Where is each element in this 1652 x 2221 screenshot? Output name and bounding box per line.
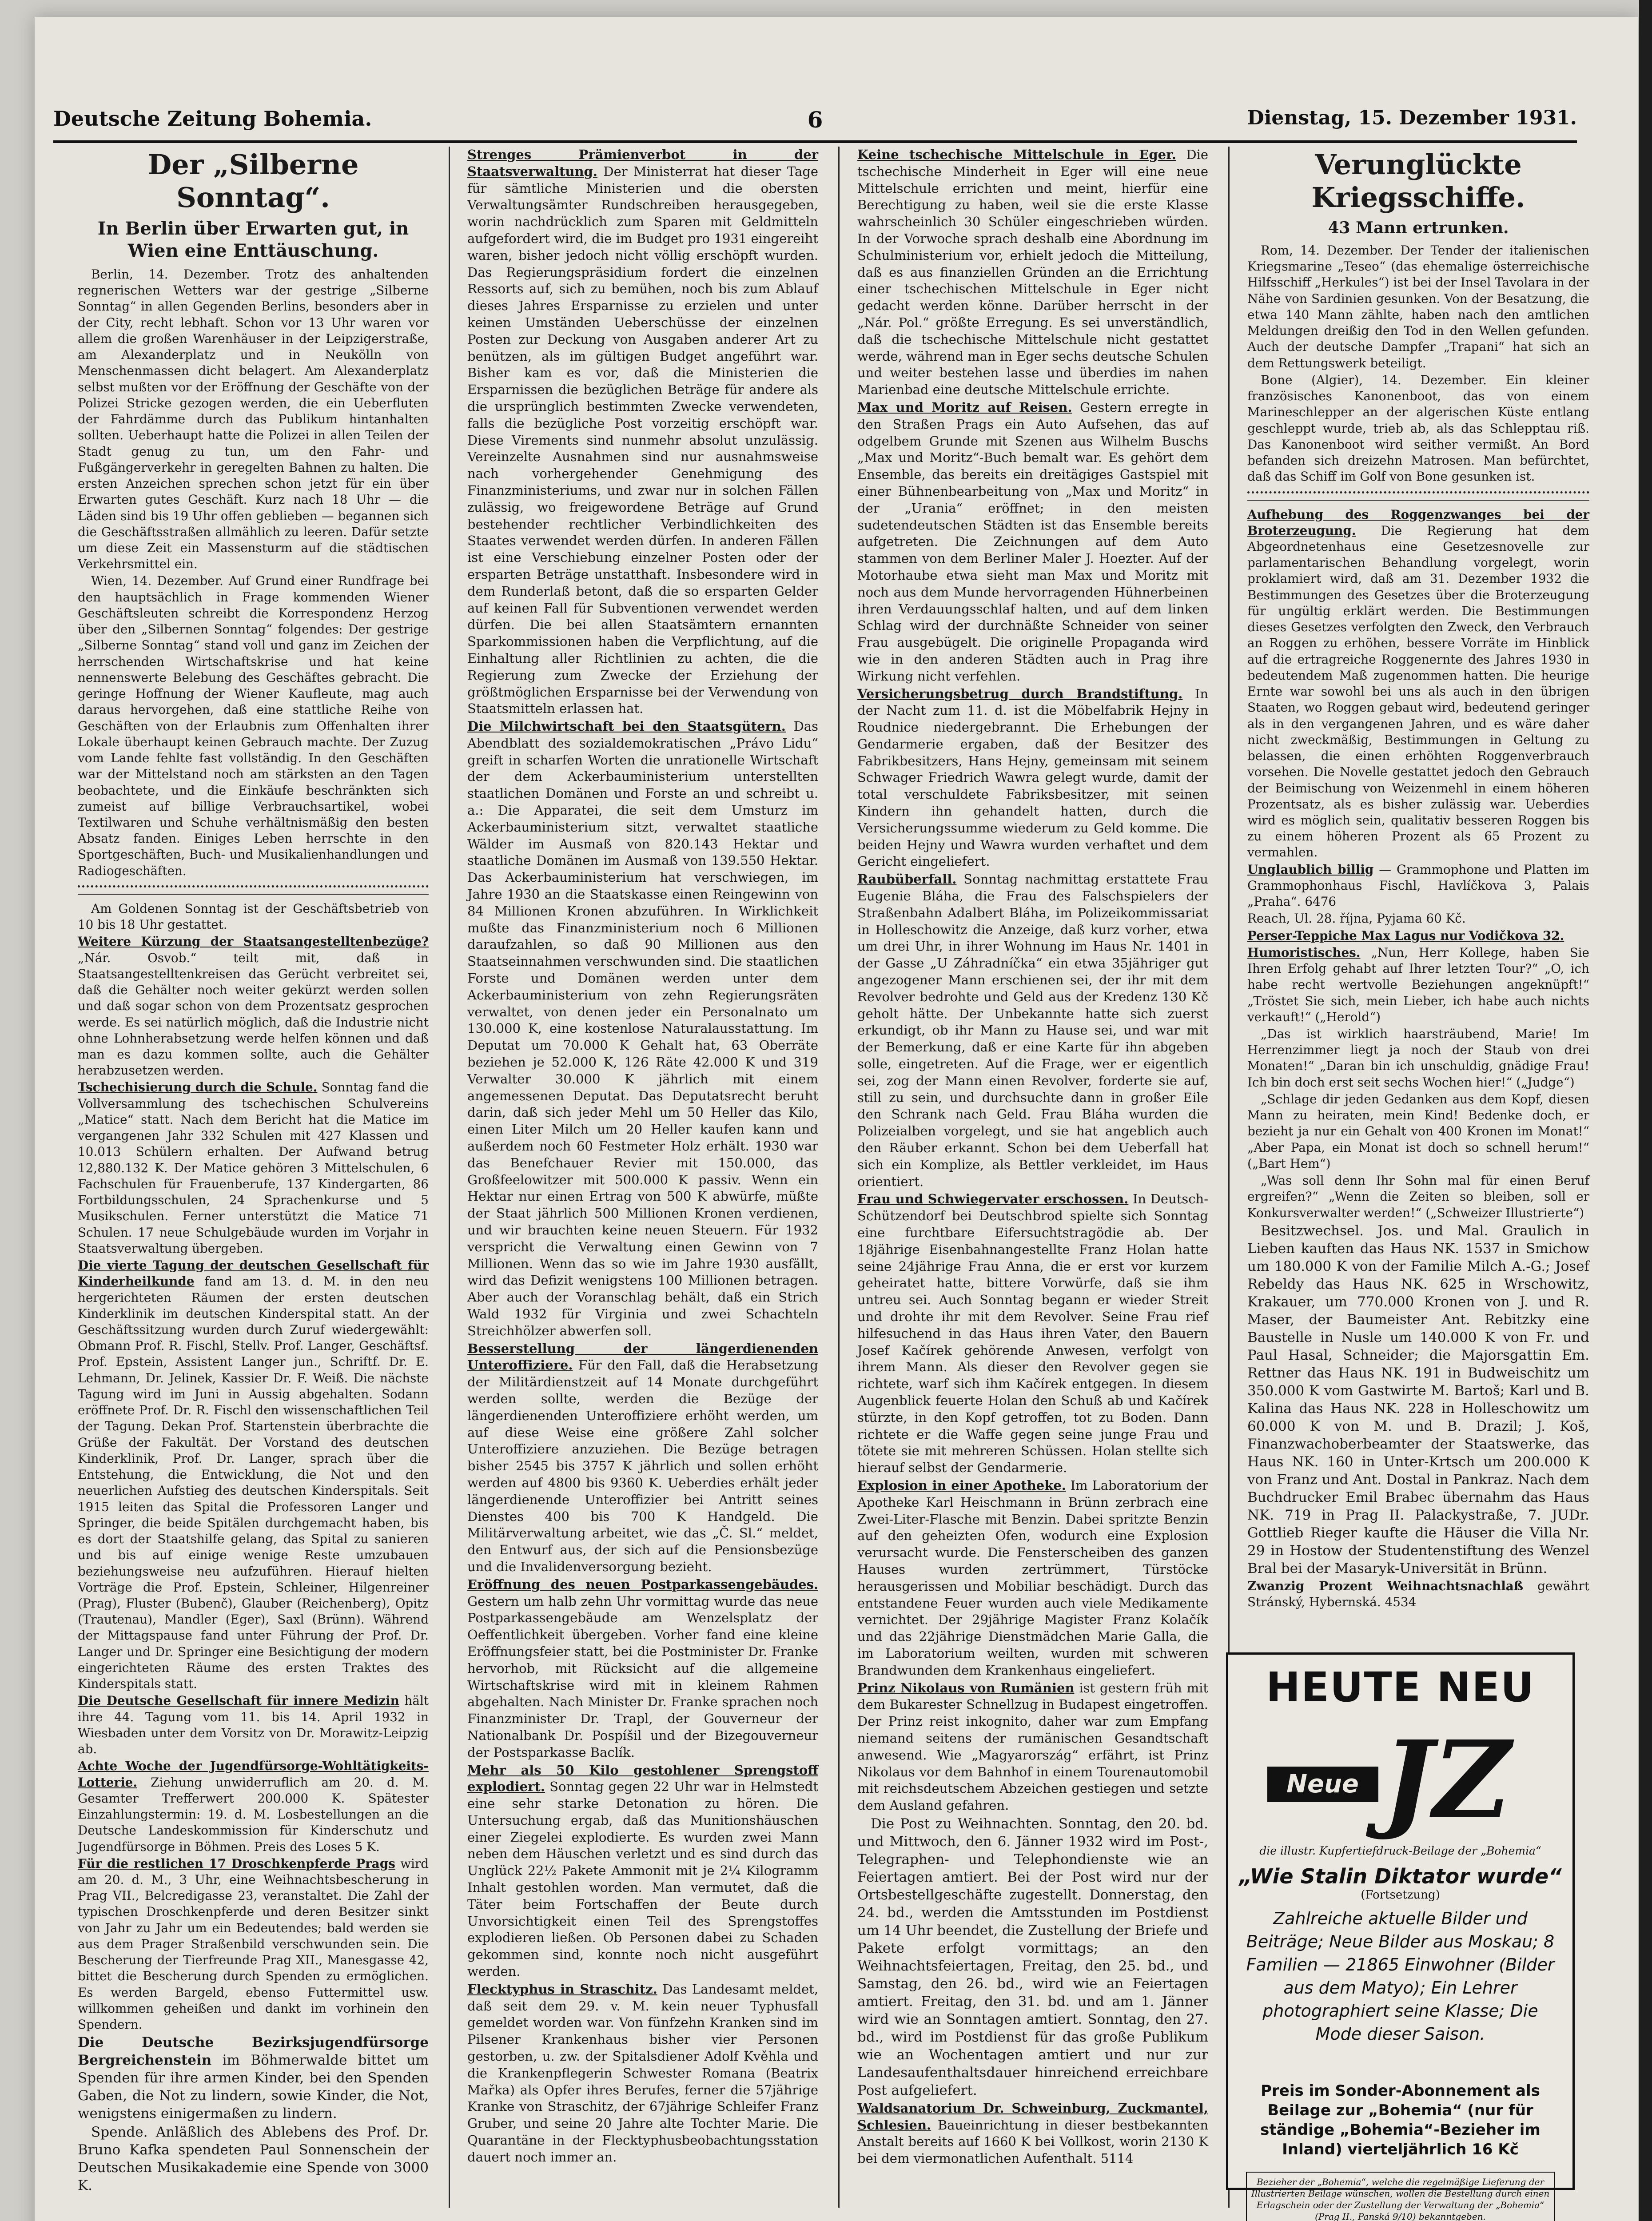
news-item — [857, 871, 1208, 1190]
news-item: Besitzwechsel. Jos. und Mal. Graulich in Lieben kauften das Haus NK. 1537 in Smichow um 180.000 K von der Familie Milch A.-G.; Josef Rebeldy das Haus NK. 625 in Wrschowitz, Krakauer, um 770.000 Kronen von J. und R. Maser, der Baumeister Ant. Rebitzky eine Baustelle in Nusle um 140.000 K von Fr. und Paul Hasal, Schneider; die Majorsgattin Em. Rettner das Haus NK. 191 in Budweischitz um 350.000 K vom Gastwirte M. Bartoš; Karl und B. Kalina das Haus NK. 228 in Holleschowitz um 60.000 K von M. und B. Drazil; J. Koš, Finanzwachoberbeamter der Staatswerke, das Haus NK. 160 in Unter-Krtsch um 200.000 K von Franz und Ant. Dostal in Pankraz. Nach dem Buchdrucker Emil Brabec übernahm das Haus NK. 719 in Prag II. Palackystraße, 7. JUDr. Gottlieb Rieger kaufte die Häuser die Villa Nr. 29 in Hostow der Studentenstiftung des Wenzel Bral bei der Masaryk-Universität in Brünn. — [1247, 1222, 1589, 1576]
ad-headline: Perser-Teppiche Max Lagus nur Vodičkova 32. — [1247, 928, 1564, 943]
news-item-headline: Weitere Kürzung der Staatsangestelltenbezüge? — [78, 934, 429, 949]
news-item-headline: Mehr als 50 Kilo gestohlener Sprengstoff explodiert. — [467, 1762, 818, 1795]
news-item-headline: Die vierte Tagung der deutschen Gesellschaft für Kinderheilkunde — [78, 1258, 429, 1289]
news-item-headline: Max und Moritz auf Reisen. — [857, 399, 1072, 415]
news-item-headline: Strenges Prämienverbot in der Staatsverwaltung. — [467, 147, 818, 179]
news-item-text: Sonntag gegen 22 Uhr war in Helmstedt eine sehr starke Detonation zu hören. Die Untersuchung ergab, daß das Munitionshäuschen einer Ziegelei explodierte. Es wurden zwei Mann neben dem Häuschen verletzt und es sind durch das Unglück 22½ Pakete Ammonit mit je 2¼ Kilogramm Inhalt gestohlen worden. Man vermutet, daß die Täter beim Fortschaffen der Beute durch Unvorsichtigkeit einen Teil des Sprengstoffes explodieren ließen. Ob Personen dabei zu Schaden gekommen sind, konnte noch nicht ausgeführt werden. — [467, 1779, 819, 1979]
news-item — [78, 1758, 429, 1855]
section-divider — [1247, 491, 1589, 501]
news-item-text: Für den Fall, daß die Herabsetzung der Militärdienstzeit auf 14 Monate durchgeführt werden sollte, werden die Bezüge der längerdienenden Unteroffiziere erhöht werden, um auf diese Weise eine größere Zahl solcher Unteroffiziere anzuziehen. Die Bezüge betragen bisher 2545 bis 3757 K jährlich und sollen erhöht werden auf 4800 bis 9360 K. Ueberdies erhält jeder längerdienende Unteroffizier bei Antritt seines Dienstes 400 bis 700 K Handgeld. Die Militärverwaltung arbeitet, wie das „Č. Sl.“ meldet, den Entwurf aus, der sich auf die Pensionsbezüge und die Invalidenversorgung bezieht. — [467, 1357, 818, 1574]
news-item-headline: Aufhebung des Roggenzwanges bei der Broterzeugung. — [1247, 507, 1589, 538]
news-item-text: fand am 13. d. M. in den neu hergerichteten Räumen der ersten deutschen Kinderklinik im deutschen Kinderspital statt. An der Geschäftssitzung wurden durch Zuruf wiedergewählt: Obmann Prof. R. Fischl, Stellv. Prof. Langer, Geschäftsf. Prof. Epstein, Assistent Langer jun., Schriftf. Dr. E. Lehmann, Dr. Jelinek, Kassier Dr. F. Weiß. Die nächste Tagung wird im Juni in Aussig abgehalten. Sodann eröffnete Prof. Dr. R. Fischl den wissenschaftlichen Teil der Tagung. Dekan Prof. Startenstein überbrachte die Grüße der Fakultät. Der Vorstand des deutschen Kinderklinik, Prof. Dr. Langer, sprach über die Entstehung, die Entwicklung, die Not und den neuerlichen Aufstieg des deutschen Kinderspitals. Seit 1915 leiten das Spital die Professoren Langer und Springer, die beide Spitälen durchgemacht haben, bis es dort der Staatshilfe gelang, das Spital zu sanieren und bis auf einige wenige Reste umzubauen beziehungsweise neu aufzuführen. Hierauf hielten Vorträge die Prof. Epstein, Schleiner, Hilgenreiner (Prag), Fluster (Bubenč), Glauber (Reichenberg), Opitz (Trautenau), Mandler (Eger), Saxl (Brünn). Während der Mittagspause fand unter Führung der Prof. Dr. Langer und Dr. Springer eine Besichtigung der modern eingerichteten Räume des ersten Traktes des Kinderspitals statt. — [78, 1274, 429, 1692]
ad-price: Preis im Sonder-Abonnement als Beilage zur „Bohemia“ (nur für ständige „Bohemia“-Bezieher im Inland) vierteljährlich 16 Kč — [1260, 2082, 1541, 2158]
news-item-headline: Prinz Nikolaus von Rumänien — [857, 1680, 1075, 1696]
article-paragraph: Rom, 14. Dezember. Der Tender der italienischen Kriegsmarine „Teseo“ (das ehemalige österreichische Hilfsschiff „Herkules“) ist bei der Insel Tavolara in der Nähe von Sardinien gesunken. Von der Besatzung, die etwa 140 Mann zählte, haben nach den amtlichen Meldungen dreißig den Tod in den Wellen gefunden. Auch der deutsche Dampfer „Trapani“ hat sich an dem Rettungswerk beteiligt. — [1247, 243, 1589, 370]
classified-ad: Reach, Ul. 28. října, Pyjama 60 Kč. — [1247, 911, 1466, 926]
news-item-headline: Tschechisierung durch die Schule. — [78, 1080, 318, 1095]
news-item-headline: Keine tschechische Mittelschule in Eger. — [857, 147, 1176, 162]
article-headline: Der „Silberne Sonntag“. — [147, 148, 359, 214]
article-subhead: 43 Mann ertrunken. — [1328, 219, 1509, 237]
news-item-headline: Waldsanatorium Dr. Schweinburg, Zuckmantel, Schlesien. — [857, 2100, 1208, 2133]
column-divider — [449, 147, 450, 2208]
news-item-headline: Für die restlichen 17 Droschkenpferde Prags — [78, 1856, 395, 1871]
section-divider — [78, 885, 429, 895]
article-paragraph: Berlin, 14. Dezember. Trotz des anhaltenden regnerischen Wetters war der gestrige „Silberne Sonntag“ in allen Gegenden Berlins, besonders aber in der City, recht lebhaft. Schon vor 13 Uhr waren vor allem die großen Warenhäuser in der Leipzigerstraße, am Alexanderplatz und in Neukölln von Menschenmassen dicht belagert. Am Alexanderplatz selbst mußten vor der Eröffnung der Geschäfte von der Polizei Stricke gezogen werden, die ein Ueberfluten der Fahrdämme durch das Publikum hintanhalten sollten. Ueberhaupt hatte die Polizei in allen Teilen der Stadt genug zu tun, um den Fahr- und Fußgängerverkehr in geregelten Bahnen zu halten. Die ersten Anzeichen sprechen schon jetzt für ein über Erwarten gutes Geschäft. Kurz nach 18 Uhr — die Läden sind bis 19 Uhr offen geblieben — begannen sich die Geschäftsstraßen allmählich zu leeren. Dafür setzte um diese Zeit ein Massensturm auf die städtischen Verkehrsmittel ein. — [78, 267, 429, 572]
news-item-text: In der Nacht zum 11. d. ist die Möbelfabrik Hejny in Roudnice niedergebrannt. Die Erhebungen der Gendarmerie ergaben, daß der Besitzer des Fabrikbesitzers, Hans Hejny, gemeinsam mit seinem Schwager Friedrich Wawra gelegt wurde, damit der total verschuldete Fabriksbesitzer, mit seinen Kindern ihn gehandelt hatten, durch die Versicherungssumme wiederum zu Geld komme. Die beiden Hejny und Wawra wurden verhaftet und dem Gericht eingeliefert. — [857, 686, 1209, 869]
issue-date: Dienstag, 15. Dezember 1931. — [1247, 107, 1577, 129]
article-headline: Verunglückte Kriegsschiffe. — [1311, 148, 1525, 214]
news-item — [467, 1576, 818, 1761]
news-item — [857, 399, 1208, 685]
news-item-headline: Achte Woche der Jugendfürsorge-Wohltätigkeits-Lotterie. — [78, 1759, 429, 1790]
news-item-headline: Explosion in einer Apotheke. — [857, 1477, 1066, 1493]
news-item-text: hält ihre 44. Tagung vom 11. bis 14. April 1932 in Wiesbaden unter dem Vorsitz von Dr. Morawitz-Leipzig ab. — [78, 1693, 429, 1757]
news-item — [78, 2034, 429, 2122]
news-item — [1247, 507, 1589, 861]
page-binding-edge — [1639, 0, 1652, 2221]
news-item-text: im Böhmerwalde bittet um Spenden für ihre armen Kinder, bei den Spenden Gaben, die Not zu lindern, sowie Kinder, die Not, wenigstens einigermaßen zu lindern. — [78, 2052, 429, 2122]
news-item-headline: Frau und Schwiegervater erschossen. — [857, 1191, 1129, 1207]
news-item — [467, 147, 818, 717]
news-item — [78, 1258, 429, 1692]
column-divider — [838, 147, 840, 2208]
ad-headline: Zwanzig Prozent Weihnachtsnachlaß — [1247, 1578, 1523, 1593]
news-item — [857, 2100, 1208, 2167]
news-item-text: In Deutsch-Schützendorf bei Deutschbrod spielte sich Sonntag eine furchtbare Eifersuchtstragödie ab. Der 18jährige Eisenbahnangestellte Franz Holan hatte seine 24jährige Frau Anna, die er erst vor kurzem geheiratet hatte, bittere Vorwürfe, daß sie ihm untreu sei. Auch Sonntag begann er wieder Streit und drohte ihr mit dem Revolver. Seine Frau rief hilfesuchend in das Haus ihren Vater, den Bauern Josef Kačírek gehörende Anwesen, verfolgt von ihrem Mann. Als dieser den Revolver gegen sie richtete, warf sich ihm Kačírek entgegen. In diesem Augenblick feuerte Holan den Schuß ab und Kačírek stürzte, in den Kopf getroffen, tot zu Boden. Dann richtete er die Waffe gegen seine junge Frau und tötete sie mit mehreren Schüssen. Holan stellte sich hierauf selbst der Gendarmerie. — [857, 1191, 1208, 1476]
news-item-text: ist gestern früh mit dem Bukarester Schnellzug in Budapest eingetroffen. Der Prinz reist inkognito, daher war zum Empfang niemand seitens der rumänischen Gesandtschaft anwesend. Wie „Magyarország“ erfährt, ist Prinz Nikolaus vor dem Bahnhof in einem Tourenautomobil mit reichsdeutschem Abzeichen gestiegen und setzte dem Ausland gefahren. — [857, 1680, 1208, 1813]
news-item — [857, 1191, 1208, 1477]
column-3 — [857, 147, 1208, 2168]
page-number: 6 — [807, 107, 823, 133]
ad-code: 4534 — [1385, 1595, 1417, 1610]
news-item — [467, 1341, 818, 1576]
news-item: Spende. Anläßlich des Ablebens des Prof. Dr. Bruno Kafka spendeten Paul Sonnenschein der Deutschen Musikakademie eine Spende von 3000 K. — [78, 2124, 429, 2194]
article-subhead: In Berlin über Erwarten gut, in Wien eine Enttäuschung. — [97, 218, 409, 261]
news-item-text: Der Ministerrat hat dieser Tage für sämtliche Ministerien und die obersten Verwaltungsämter Rundschreiben herausgegeben, worin nachdrücklich zum Sparen mit Geldmitteln aufgefordert wird, die im Budget pro 1931 eingereiht waren, bisher jedoch nicht völlig erschöpft wurden. Das Regierungspräsidium fordert die einzelnen Ressorts auf, sich zu bemühen, noch bis zum Ablauf dieses Jahres Ersparnisse zu erzielen und unter keinen Umständen Ueberschüsse der einzelnen Posten zur Deckung von Ausgaben anderer Art zu benützen, als im gültigen Budget angeführt war. Bisher kam es vor, daß die Ministerien die Ersparnissen die bezüglichen Beträge für andere als die ursprünglich bestimmten Zwecke verwendeten, falls die bezügliche Post vorzeitig erschöpft war. Diese Virements sind nunmehr absolut unzulässig. Vereinzelte Ausnahmen sind nur ausnahmsweise nach vorhergehender Genehmigung des Finanzministeriums, und zwar nur in solchen Fällen zulässig, wo freigewordene Beträge auf Grund bestehender rechtlicher Verbindlichkeiten des Staates verwendet werden dürfen. In anderen Fällen ist eine Verschiebung einzelner Posten oder der ersparten Beträge unstatthaft. Insbesondere wird in dem Runderlaß betont, daß die so ersparten Gelder auf keinen Fall für Subventionen verwendet werden dürfen. Die bei allen Staatsämtern ernannten Sparkommissionen haben die Verpflichtung, auf die Einhaltung aller Richtlinien zu achten, die die Regierung zum Zwecke der Erziehung der größtmöglichen Ersparnisse bei der Verwendung von Staatsmitteln erlassen hat. — [467, 163, 818, 716]
article-paragraph: Wien, 14. Dezember. Auf Grund einer Rundfrage bei den hauptsächlich in Frage kommenden Wiener Geschäftsleuten schreibt die Korrespondenz Herzog über den „Silbernen Sonntag“ folgendes: Der gestrige „Silberne Sonntag“ stand voll und ganz im Zeichen der herrschenden Wirtschaftskrise und hat keine nennenswerte Belebung des Geschäftes gebracht. Die geringe Hoffnung der Wiener Kaufleute, mag auch daraus hervorgehen, daß eine stattliche Reihe von Geschäften von der Erlaubnis zum Offenhalten ihrer Lokale überhaupt keinen Gebrauch machte. Der Zuzug vom Lande fehlte fast vollständig. In den Geschäften war der Mittelstand noch am stärksten an den Tagen beobachtete, und die Einkäufe beschränkten sich zumeist auf billige Verbrauchsartikel, wobei Textilwaren und Schuhe verhältnismäßig den besten Absatz fanden. Einiges Leben herrschte in den Sportgeschäften, Buch- und Musikalienhandlungen und Radiogeschäften. — [78, 573, 429, 878]
news-item-text: Das Landesamt meldet, daß seit dem 29. v. M. kein neuer Typhusfall gemeldet worden war. Von fünfzehn Kranken sind im Pilsener Krankenhaus bisher vier Personen gestorben, u. zw. der Spitalsdiener Adolf Kvěhla und die Krankenpflegerin Schwester Romana (Beatrix Mařka) als Opfer ihres Berufes, ferner die 57jährige Kranke von Straschitz, der 67jährige Schleifer Franz Gruber, und seine 20 Jahre alte Tochter Marie. Die Quarantäne in der Flecktyphusbeobachtungsstation dauert noch immer an. — [467, 1981, 819, 2165]
ad-continuation: (Fortsetzung) — [1361, 1888, 1440, 1902]
ad-top-line: HEUTE NEU — [1266, 1664, 1535, 1711]
ad-contents: Zahlreiche aktuelle Bilder und Beiträge; Neue Bilder aus Moskau; 8 Familien — 21865 Einwohner (Bilder aus dem Matyo); Ein Lehrer photographiert seine Klasse; Die Mode dieser Saison. — [1246, 1909, 1555, 2044]
page-header — [53, 107, 1577, 138]
news-item-headline: Die Deutsche Gesellschaft für innere Medizin — [78, 1693, 399, 1708]
humor-item: „Was soll denn Ihr Sohn mal für einen Beruf ergreifen?“ „Wenn die Zeiten so bleiben, soll er Konkursverwalter werden!“ („Schweizer Illustrierte“) — [1247, 1173, 1589, 1220]
news-item — [78, 1693, 429, 1757]
news-item-text: Die tschechische Minderheit in Eger will eine neue Mittelschule errichten und meint, hierfür eine Berechtigung zu haben, weil sie die erste Klasse wahrscheinlich 30 Schüler eingeschrieben würden. In der Vorwoche sprach deshalb eine Abordnung im Schulministerium vor, erhielt jedoch die Mitteilung, daß es aus finanziellen Gründen an die Errichtung einer tschechischen Mittelschule in Eger nicht gedacht werden könne. Darüber herrscht in der „Nár. Pol.“ größte Erregung. Es sei unverständlich, daß die tschechische Mittelschule nicht gestattet werde, während man in Eger sechs deutsche Schulen und weiter bestehen lasse und überdies im nahen Marienbad eine deutsche Mittelschule errichte. — [857, 147, 1209, 398]
classified-ad — [1247, 928, 1589, 944]
news-item-text: wird am 20. d. M., 3 Uhr, eine Weihnachtsbescherung in Prag VII., Belcredigasse 23, veranstaltet. Die Zahl der typischen Droschkenpferde und deren Besitzer sinkt von Jahr zu Jahr um ein Bedeutendes; bald werden sie aus dem Prager Straßenbild verschwunden sein. Die Bescherung der Tierfreunde Prag XII., Manesgasse 42, bittet die Bescherung durch Spenden zu ermöglichen. Es werden Bargeld, ebenso Futtermittel usw. willkommen geheißen und dankt im vorhinein den Spendern. — [78, 1856, 429, 2032]
news-item-headline: Die Milchwirtschaft bei den Staatsgütern. — [467, 719, 786, 734]
column-4 — [1247, 147, 1589, 1611]
ad-text: gewährt Stránský, Hybernská. — [1247, 1578, 1589, 1610]
news-item — [78, 1079, 429, 1257]
column-1 — [78, 147, 429, 2195]
header-rule — [53, 140, 1577, 143]
news-item-headline: Eröffnung des neuen Postparkassengebäudes. — [467, 1576, 818, 1592]
classified-ad — [1247, 1578, 1589, 1610]
news-item — [467, 1981, 818, 2166]
news-item — [857, 147, 1208, 398]
ad-feature-title: „Wie Stalin Diktator wurde“ — [1239, 1864, 1562, 1888]
news-item-headline: Besserstellung der längerdienenden Unteroffiziere. — [467, 1341, 818, 1373]
advertisement-box — [1226, 1652, 1575, 2221]
news-item-text: Gestern um halb zehn Uhr vormittag wurde das neue Postparkassengebäude am Wenzelsplatz der Oeffentlichkeit übergeben. Vorher fand eine kleine Eröffnungsfeier statt, bei die Postminister Dr. Franke hervorhob, mit Rücksicht auf die allgemeine Wirtschaftskrise wird mit in kleinem Rahmen abgehalten. Nach Minister Dr. Franke sprachen noch Finanzminister Dr. Trapl, der Gouverneur der Nationalbank Dr. Pospíšil und der Bizegouverneur der Postsparkasse Baclík. — [467, 1593, 818, 1760]
ad-code: 5114 — [1100, 2151, 1134, 2166]
humor-headline: Humoristisches. — [1247, 945, 1361, 960]
news-item-text: Ziehung unwiderruflich am 20. d. M. Gesamter Trefferwert 200.000 K. Spätester Einzahlungstermin: 19. d. M. Losbestellungen an die Deutsche Landeskommission für Kinderschutz und Jugendfürsorge in Böhmen. Preis des Loses 5 K. — [78, 1775, 429, 1854]
news-item-text: Die Regierung hat dem Abgeordnetenhaus eine Gesetzesnovelle zur parlamentarischen Behandlung vorgelegt, worin proklamiert wird, daß am 31. Dezember 1932 die Bestimmungen des Gesetzes über die Broterzeugung für ungültig erklärt werden. Die Bestimmungen dieses Gesetzes verfolgten den Zweck, den Verbrauch an Roggen zu erhöhen, bessere Vorräte im Hinblick auf die ertragreiche Roggenernte des Jahres 1930 in bedeutendem Maß zugenommen hatten. Die heurige Ernte war sowohl bei uns als auch in den übrigen Staaten, wo Roggen gebaut wird, bedeutend geringer als in den vergangenen Jahren, und es wäre daher nicht zweckmäßig, Bestimmungen in Geltung zu belassen, die einen erhöhten Roggenverbrauch vorsehen. Die Novelle gestattet jedoch den Gebrauch der Beimischung von Weizenmehl in einem höheren Prozentsatz, als es bisher zulässig war. Ueberdies wird es möglich sein, qualitativ besseren Roggen bis zu einem höheren Prozent als 65 Prozent zu vermahlen. — [1247, 523, 1589, 860]
news-item — [467, 1762, 818, 1980]
newspaper-name: Deutsche Zeitung Bohemia. — [53, 107, 372, 131]
news-item-headline: Die Deutsche Bezirksjugendfürsorge Bergreichenstein — [78, 2034, 429, 2069]
news-item — [78, 934, 429, 1079]
news-item-text: Sonntag nachmittag erstattete Frau Eugenie Bláha, die Frau des Falschspielers der Straßenbahn Adalbert Bláha, im Polizeikommissariat in Holleschowitz die Anzeige, daß kurz vorher, etwa um drei Uhr, in ihrer Wohnung im Haus Nr. 1401 in der Gasse „U Záhradníčka“ ein etwa 35jähriger gut angezogener Mann erschienen sei, der ihr mit dem Revolver bedrohte und Geld aus der Kredenz 130 Kč geholt hätte. Der Unbekannte hatte sich zuerst erkundigt, ob ihr Mann zu Hause sei, und war mit der Bemerkung, daß er eine Karte für ihn abgeben solle, eingetreten. Auf die Frage, wer er eigentlich sei, zog der Mann einen Revolver, forderte sie auf, still zu sein, und durchsuchte dann in großer Eile den Schrank nach Geld. Frau Bláha wurden die Polizeialben vorgelegt, und sie hat angeblich auch den Räuber erkannt. Schon bei dem Ueberfall hat sich ein Komplize, als Bettler verkleidet, im Haus orientiert. — [857, 872, 1208, 1189]
article-paragraph: Am Goldenen Sonntag ist der Geschäftsbetrieb von 10 bis 18 Uhr gestattet. — [78, 901, 429, 932]
humor-text: „Nun, Herr Kollege, haben Sie Ihren Erfolg gehabt auf Ihrer letzten Tour?“ „O, ich habe recht wertvolle Beziehungen angeknüpft!“ „Tröstet Sie sich, mein Lieber, ich habe auch nichts verkauft!“ („Herold“) — [1247, 945, 1589, 1024]
ad-fineprint: Bezieher der „Bohemia“, welche die regelmäßige Lieferung der Illustrierten Beilage wünschen, wollen die Bestellung durch einen Erlagschein oder der Zustellung der Verwaltung der „Bohemia“ (Prag II., Panská 9/10) bekanntgeben. — [1246, 2172, 1555, 2221]
news-item-headline: Flecktyphus in Straschitz. — [467, 1981, 657, 1997]
humor-item: „Das ist wirklich haarsträubend, Marie! Im Herrenzimmer liegt ja noch der Staub von drei Monaten!“ „Daran bin ich unschuldig, gnädige Frau! Ich bin doch erst seit sechs Wochen hier!“ („Judge“) — [1247, 1027, 1589, 1090]
jz-logo — [1254, 1717, 1547, 1843]
humor-item: „Schlage dir jeden Gedanken aus dem Kopf, diesen Mann zu heiraten, mein Kind! Bedenke doch, er bezieht ja nur ein Gehalt von 400 Kronen im Monat!“ „Aber Papa, ein Monat ist doch so schnell herum!“ („Bart Hem“) — [1247, 1091, 1589, 1171]
news-item-text: Gestern erregte in den Straßen Prags ein Auto Aufsehen, das auf odgelbem Grunde mit Szenen aus Wilhelm Buschs „Max und Moritz“-Buch bemalt war. Es gehört dem Ensemble, das bereits ein dreitägiges Gastspiel mit einer Bühnenbearbeitung von „Max und Moritz“ in der „Urania“ eröffnet; in den meisten sudetendeutschen Städten ist das Ensemble bereits aufgetreten. Die Zeichnungen auf dem Auto stammen von dem Berliner Maler J. Hoezter. Auf der Motorhaube etwa sieht man Max und Moritz mit noch aus dem Munde hervorragenden Hühnerbeinen ihren Verdauungsschlaf halten, und auf dem linken Schlag wird der durchnäßte Schneider von seiner Frau ausgebügelt. Die originelle Propaganda wird wie in den anderen Städten auch in Prag ihre Wirkung nicht verfehlen. — [857, 399, 1209, 684]
news-item-text: Baueinrichtung in dieser bestbekannten Anstalt bereits auf 1660 K bei Vollkost, worin 2130 K bei dem viermonatlichen Aufenthalt. — [857, 2117, 1209, 2166]
news-item-text: Im Laboratorium der Apotheke Karl Heischmann in Brünn zerbrach eine Zwei-Liter-Flasche mit Benzin. Dabei spritzte Benzin auf den geheizten Ofen, wodurch eine Explosion verursacht wurde. Die Fensterscheiben des ganzen Hauses wurden zertrümmert, Türstöcke herausgerissen und Mobiliar beschädigt. Durch das entstandene Feuer wurden auch viele Medikamente vernichtet. Der 29jährige Magister Franz Kolačík und das 22jährige Dienstmädchen Marie Galla, die im Laboratorium weilten, wurden mit schweren Brandwunden dem Krankenhaus eingeliefert. — [857, 1477, 1208, 1678]
news-item-headline: Versicherungsbetrug durch Brandstiftung. — [857, 686, 1183, 701]
ad-subtitle: die illustr. Kupfertiefdruck-Beilage der „Bohemia“ — [1259, 1844, 1541, 1857]
column-2 — [467, 147, 818, 2167]
news-item — [78, 1856, 429, 2033]
news-item — [857, 686, 1208, 871]
news-item-text: „Nár. Osvob.“ teilt mit, daß in Staatsangestelltenkreisen das Gerücht verbreitet sei, daß die Gehälter noch weiter gekürzt werden sollen und daß sogar schon von dem Prozentsatz gesprochen werde. Es sei natürlich möglich, daß die Industrie nicht ohne Lohnherabsetzung werde helfen können und daß man es dazu kommen sollte, auch die Gehälter herabzusetzen werden. — [78, 950, 429, 1078]
ad-code: 6476 — [1305, 894, 1337, 909]
news-item: Die Post zu Weihnachten. Sonntag, den 20. bd. und Mittwoch, den 6. Jänner 1932 wird im Post-, Telegraphen- und Telephondienste wie an Feiertagen amtiert. Bei der Post wird nur der Ortsbestellgeschäfte zugestellt. Donnerstag, den 24. bd., werden die Amtsstunden im Postdienst um 14 Uhr beendet, die Zustellung der Briefe und Pakete erfolgt vormittags; an den Weihnachtsfeiertagen, Freitag, den 25. bd., und Samstag, den 26. bd., wird wie an Feiertagen amtiert. Freitag, den 31. bd. und am 1. Jänner wird wie an Sonntagen amtiert. Sonntag, den 27. bd., wird im Postdienst für das große Publikum wie an Wochentagen amtiert und nur zur Landesaufenthaltsdauer hinreichend erreichbare Post aufgeliefert. — [857, 1815, 1208, 2098]
news-item-text: Sonntag fand die Vollversammlung des tschechischen Schulvereins „Matice“ statt. Nach dem Bericht hat die Matice im vergangenen Jahr 332 Schulen mit 427 Klassen und 10.013 Schülern erhalten. Der Aufwand betrug 12,880.132 K. Der Matice gehören 3 Mittelschulen, 6 Fachschulen für Frauenberufe, 137 Kindergarten, 86 Fortbildungsschulen, 24 Sprachenkurse und 5 Musikschulen. Ferner unterstützt die Matice 71 Schulen. 17 neue Schulgebäude wurden im Vorjahr in Staatsverwaltung übergeben. — [78, 1080, 429, 1256]
logo-jz-letters: JZ — [1382, 1717, 1511, 1843]
news-item-headline: Raubüberfall. — [857, 872, 957, 887]
logo-neue-label: Neue — [1267, 1767, 1378, 1802]
news-item — [467, 718, 818, 1339]
humor-item — [1247, 945, 1589, 1025]
article-paragraph: Bone (Algier), 14. Dezember. Ein kleiner französisches Kanonenboot, das von einem Marineschlepper an der algerischen Küste entlang geschleppt wurde, trieb ab, als das Schlepptau riß. Das Kanonenboot wird seither vermißt. An Bord befanden sich dreizehn Matrosen. Man befürchtet, daß das Schiff im Golf von Bone gesunken ist. — [1247, 372, 1589, 484]
news-item — [857, 1477, 1208, 1679]
ad-text: — Grammophone und Platten im Grammophonhaus Fischl, Havlíčkova 3, Palais „Praha“. — [1247, 862, 1589, 909]
news-item-text: Das Abendblatt des sozialdemokratischen „Právo Lidu“ greift in scharfen Worten die unrationelle Wirtschaft der dem Ackerbauministerium unterstellten staatlichen Domänen und Forste an und schreibt u. a.: Die Apparatei, die seit dem Umsturz im Ackerbauministerium sitzt, verwaltet staatliche Wälder im Ausmaß von 820.143 Hektar und staatliche Domänen im Ausmaß von 139.550 Hektar. Das Ackerbauministerium hat verschwiegen, im Jahre 1930 an die Staatskasse einen Reingewinn von 84 Millionen Kronen abzuführen. In Wirklichkeit mußte das Finanzministerium noch 6 Millionen daraufzahlen, so daß 90 Millionen aus den Staatseinnahmen verschwunden sind. Die staatlichen Forste und Domänen werden unter dem Ackerbauministerium von zehn Regierungsräten verwaltet, von denen jeder ein Personalnato um 130.000 K, eine kostenlose Naturalausstattung. Im Deputat um 70.000 K Gehalt hat, 63 Oberräte beziehen je 52.000 K, 126 Räte 42.000 K und 319 Verwalter 30.000 K jährlich mit einem angemessenen Deputat. Das Deputatsrecht beruht darin, daß sich jeder Mehl um 50 Heller das Kilo, einen Liter Milch um 20 Heller kaufen kann und außerdem noch 60 Festmeter Holz erhält. 1930 war das Benefchauer Revier mit 150.000, das Großfeelowitzer mit 500.000 K passiv. Wenn ein Hektar nur einen Ertrag von 500 K abwürfe, müßte der Staat jährlich 500 Millionen Kronen verdienen, und wir brauchten keine neuen Steuern. Für 1932 verspricht die Verwaltung einen Gewinn von 7 Millionen. Wenn das so wie im Jahre 1930 ausfällt, wird das Defizit wenigstens 100 Millionen betragen. Aber auch der Voranschlag behält, daß ein Strich Wald 1932 für Virginia und zwei Schachteln Streichhölzer abwerfen soll. — [467, 719, 819, 1338]
news-item — [857, 1680, 1208, 1814]
ad-headline: Unglaublich billig — [1247, 862, 1374, 877]
classified-ad — [1247, 862, 1589, 910]
